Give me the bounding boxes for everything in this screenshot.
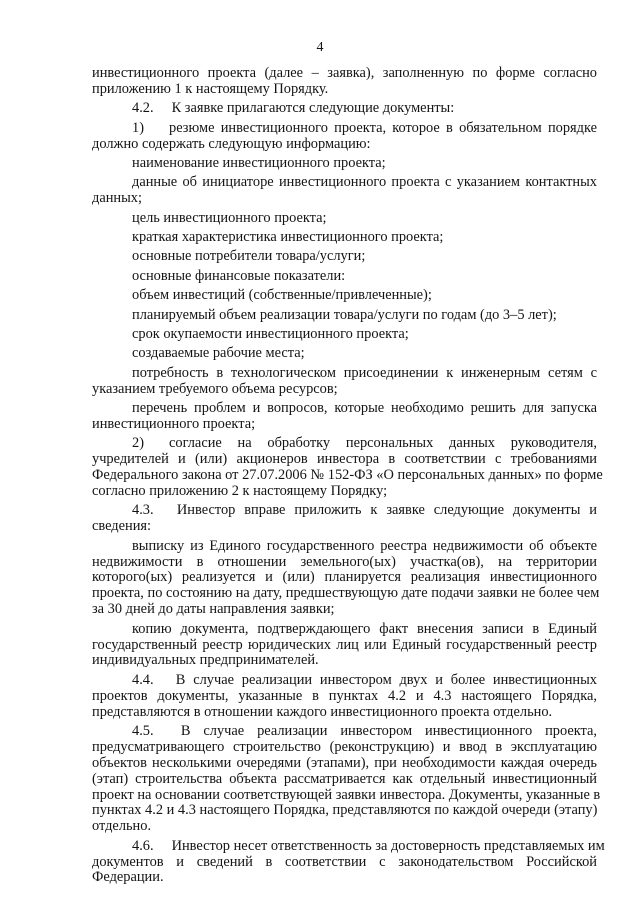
- list-number: 2): [132, 435, 144, 452]
- text-line: индивидуальных предпринимателей.: [92, 652, 319, 669]
- text-line: цель инвестиционного проекта;: [132, 209, 327, 226]
- text-line: объем инвестиций (собственные/привлеченные);: [132, 287, 432, 304]
- text-line: данные об инициаторе инвестиционного проекта с указанием контактных: [132, 174, 597, 191]
- text-line: 4.3. Инвестор вправе приложить к заявке следующие документы и: [132, 502, 597, 519]
- text-line: предусматривающего строительство (реконструкцию) и ввод в эксплуатацию: [92, 738, 597, 755]
- list-number: 1): [132, 119, 144, 136]
- text-line: создаваемые рабочие места;: [132, 345, 305, 362]
- text-line: которого(ых) реализуется и (или) планируется реализация инвестиционного: [92, 569, 597, 586]
- text-line: [92, 121, 597, 137]
- text-line: проектов документы, указанные в пунктах 4.2 и 4.3 настоящего Порядка,: [92, 687, 597, 704]
- text-line: проекта, по состоянию на дату, предшествующую дате подачи заявки не более чем: [92, 585, 600, 602]
- text-line: перечень проблем и вопросов, которые необходимо решить для запуска: [132, 400, 597, 417]
- text-line: учредителей и (или) акционеров инвестора в соответствии с требованиями: [92, 451, 597, 468]
- text-line: Федерального закона от 27.07.2006 № 152-ФЗ «О персональных данных» по форме: [92, 467, 603, 484]
- text-line: планируемый объем реализации товара/услуги по годам (до 3–5 лет);: [132, 306, 557, 323]
- list-text: резюме инвестиционного проекта, которое в обязательном порядке: [169, 119, 597, 136]
- text-line: отдельно.: [92, 818, 152, 835]
- text-line: недвижимости в отношении земельного(ых) участка(ов), на территории: [92, 553, 597, 570]
- text-line: копию документа, подтверждающего факт внесения записи в Единый: [132, 620, 597, 637]
- text-line: государственный реестр юридических лиц или Единый государственный реестр: [92, 636, 597, 653]
- text-line: потребность в технологическом присоединении к инженерным сетям с: [132, 364, 597, 381]
- text-line: данных;: [92, 190, 142, 207]
- list-text: согласие на обработку персональных данных руководителя,: [169, 435, 597, 452]
- text-line: основные потребители товара/услуги;: [132, 248, 366, 265]
- text-line: согласно приложению 2 к настоящему Порядку;: [92, 482, 388, 499]
- text-line: 4.5. В случае реализации инвестором инвестиционного проекта,: [132, 722, 597, 739]
- text-line: краткая характеристика инвестиционного проекта;: [132, 229, 444, 246]
- document-body: [92, 65, 605, 886]
- text-line: должно содержать следующую информацию:: [92, 135, 371, 152]
- text-line: инвестиционного проекта (далее – заявка), заполненную по форме согласно: [92, 65, 597, 81]
- page-number: 4: [316, 40, 324, 55]
- text-line: наименование инвестиционного проекта;: [132, 154, 386, 171]
- text-line: пунктах 4.2 и 4.3 настоящего Порядка, представляются по каждой очереди (этапу): [92, 802, 598, 819]
- text-line: Федерации.: [92, 869, 164, 886]
- text-line: 4.6. Инвестор несет ответственность за достоверность представляемых им: [132, 837, 605, 854]
- text-line: представляются в отношении каждого инвестиционного проекта отдельно.: [92, 703, 553, 720]
- text-line: выписку из Единого государственного реестра недвижимости об объекте: [132, 537, 597, 554]
- text-line: 4.4. В случае реализации инвестором двух и более инвестиционных: [132, 671, 597, 688]
- text-line: указанием требуемого объема ресурсов;: [92, 380, 338, 397]
- text-line: основные финансовые показатели:: [132, 267, 346, 284]
- text-line: сведения:: [92, 518, 152, 535]
- text-line: объектов несколькими очередями (этапами), при необходимости каждая очередь: [92, 754, 597, 771]
- text-line: документов и сведений в соответствии с законодательством Российской: [92, 853, 597, 870]
- text-line: за 30 дней до даты направления заявки;: [92, 601, 335, 618]
- text-line: (этап) строительства объекта рассматривается как отдельный инвестиционный: [92, 770, 597, 787]
- text-line: 4.2. К заявке прилагаются следующие документы:: [132, 100, 455, 117]
- text-line: проект на основании соответствующей заявки инвестора. Документы, указанные в: [92, 786, 601, 803]
- text-line: срок окупаемости инвестиционного проекта;: [132, 325, 409, 342]
- text-line: инвестиционного проекта;: [92, 415, 256, 432]
- text-line: приложению 1 к настоящему Порядку.: [92, 80, 329, 97]
- text-line: [92, 436, 597, 452]
